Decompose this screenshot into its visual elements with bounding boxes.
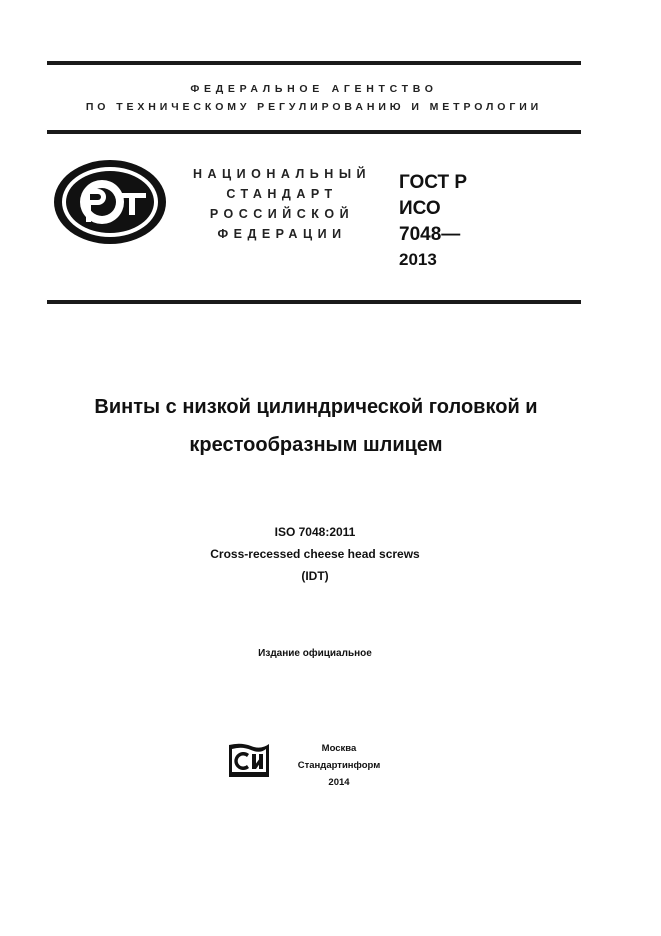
publisher-city: Москва bbox=[321, 743, 357, 754]
header-bottom-rule bbox=[47, 130, 581, 134]
publication-year: 2014 bbox=[328, 777, 350, 788]
designation-line-3: 7048— bbox=[399, 224, 461, 245]
standard-line-4: ФЕДЕРАЦИИ bbox=[217, 227, 347, 241]
agency-line-1: ФЕДЕРАЛЬНОЕ АГЕНТСТВО bbox=[190, 83, 438, 95]
top-rule bbox=[47, 61, 581, 65]
designation-line-2: ИСО bbox=[399, 198, 441, 219]
document-title-line-1: Винты с низкой цилиндрической головкой и bbox=[94, 396, 538, 418]
iso-title: Cross-recessed cheese head screws bbox=[210, 547, 420, 561]
agency-line-2: ПО ТЕХНИЧЕСКОМУ РЕГУЛИРОВАНИЮ И МЕТРОЛОГИИ bbox=[85, 101, 543, 113]
publisher-block bbox=[289, 740, 389, 791]
standard-line-3: РОССИЙСКОЙ bbox=[209, 207, 355, 221]
rst-emblem-icon bbox=[52, 158, 168, 246]
header-block-rule bbox=[47, 300, 581, 304]
designation-line-1: ГОСТ Р bbox=[399, 172, 468, 193]
designation-line-4: 2013 bbox=[399, 250, 437, 269]
standard-line-2: СТАНДАРТ bbox=[226, 187, 338, 201]
document-title-line-2: крестообразным шлицем bbox=[189, 434, 443, 456]
standard-designation bbox=[399, 170, 467, 272]
standard-line-1: НАЦИОНАЛЬНЫЙ bbox=[192, 167, 372, 181]
national-standard-block bbox=[175, 164, 389, 244]
publisher-name: Стандартинформ bbox=[297, 760, 381, 771]
standartinform-logo-icon bbox=[227, 741, 271, 777]
iso-relation: (IDT) bbox=[301, 569, 329, 583]
iso-number: ISO 7048:2011 bbox=[274, 525, 356, 539]
official-edition: Издание официальное bbox=[258, 648, 372, 659]
